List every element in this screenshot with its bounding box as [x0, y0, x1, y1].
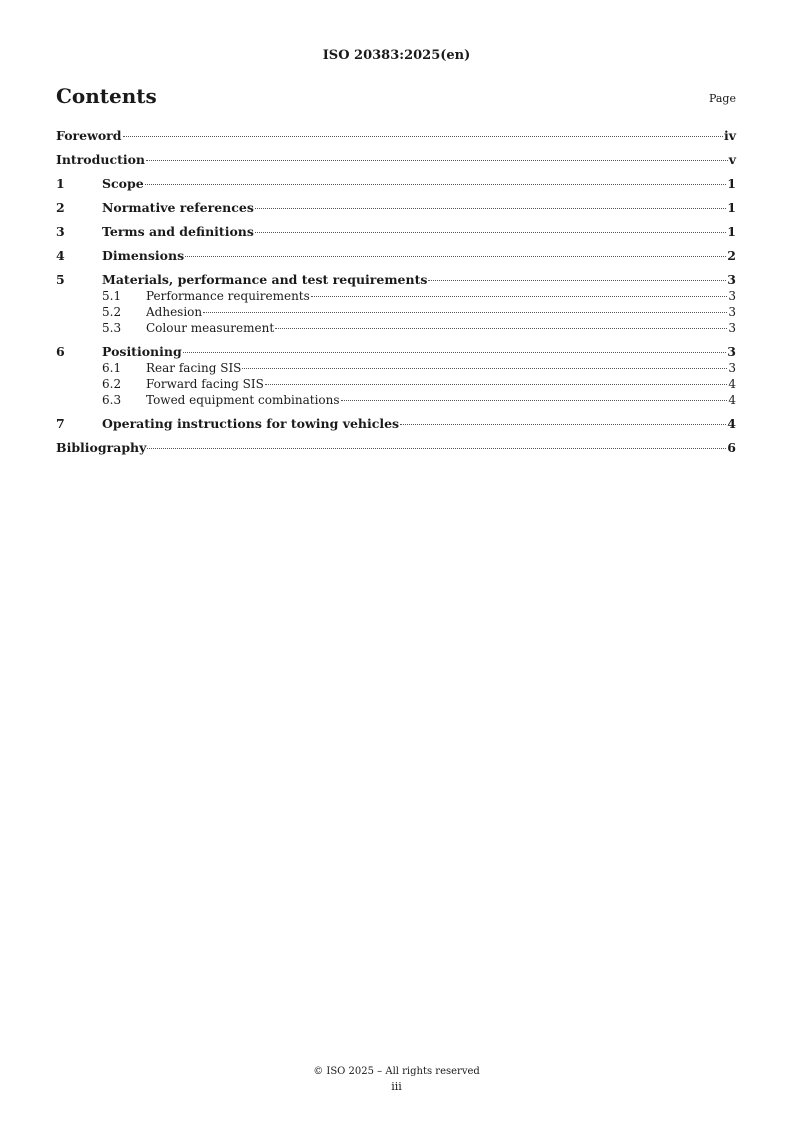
toc-entry-number: 6: [56, 344, 65, 359]
toc-entry[interactable]: [56, 392, 736, 408]
toc-entry-number: 5.1: [102, 289, 122, 303]
toc-entry-page: 4: [728, 393, 736, 407]
toc-entry-label: Introduction: [56, 152, 146, 167]
dot-leader: [185, 256, 726, 257]
toc-entry-page: 1: [727, 200, 736, 215]
toc-entry-label: Normative references: [102, 200, 254, 215]
toc-entry-page: 1: [727, 224, 736, 239]
toc-entry[interactable]: [56, 376, 736, 392]
toc-entry[interactable]: [56, 320, 736, 336]
toc-entry-number: 6.3: [102, 393, 122, 407]
document-id: ISO 20383:2025(en): [322, 48, 471, 63]
toc-entry-page: 3: [728, 305, 736, 319]
toc-entry[interactable]: [56, 152, 736, 168]
toc-entry[interactable]: [56, 440, 736, 456]
dot-leader: [183, 352, 727, 353]
toc-entry-label: Positioning: [102, 344, 182, 359]
toc-entry-page: 4: [727, 416, 736, 431]
toc-entry-label: Rear facing SIS: [146, 361, 242, 375]
dot-leader: [428, 280, 726, 281]
dot-leader: [400, 424, 726, 425]
toc-entry[interactable]: [56, 176, 736, 192]
toc-entry-number: 2: [56, 200, 65, 215]
dot-leader: [265, 384, 728, 385]
toc-entry-label: Colour measurement: [146, 321, 275, 335]
toc-entry-number: 1: [56, 176, 65, 191]
toc-entry-number: 6.1: [102, 361, 122, 375]
toc-entry-page: 3: [728, 321, 736, 335]
toc-entry[interactable]: [56, 128, 736, 144]
dot-leader: [203, 312, 727, 313]
toc-entry-label: Towed equipment combinations: [146, 393, 340, 407]
dot-leader: [123, 136, 723, 137]
toc-entry-number: 7: [56, 416, 65, 431]
dot-leader: [146, 160, 728, 161]
table-of-contents: [56, 128, 736, 456]
dot-leader: [255, 232, 726, 233]
dot-leader: [341, 400, 728, 401]
toc-entry-page: 3: [728, 289, 736, 303]
toc-entry-label: Terms and definitions: [102, 224, 254, 239]
toc-entry-number: 4: [56, 248, 65, 263]
toc-entry-page: 3: [727, 272, 736, 287]
toc-entry-number: 5.2: [102, 305, 122, 319]
dot-leader: [242, 368, 727, 369]
copyright-notice: © ISO 2025 – All rights reserved: [313, 1066, 480, 1077]
toc-entry-label: Materials, performance and test requirements: [102, 272, 428, 287]
toc-entry[interactable]: [56, 304, 736, 320]
toc-entry[interactable]: [56, 200, 736, 216]
toc-entry-label: Foreword: [56, 128, 122, 143]
toc-entry[interactable]: [56, 360, 736, 376]
toc-entry-label: Bibliography: [56, 440, 147, 455]
dot-leader: [147, 448, 726, 449]
toc-entry-page: 6: [727, 440, 736, 455]
toc-entry[interactable]: [56, 272, 736, 288]
toc-entry-label: Dimensions: [102, 248, 185, 263]
toc-entry-label: Adhesion: [146, 305, 203, 319]
toc-entry[interactable]: [56, 288, 736, 304]
toc-entry-page: 3: [728, 361, 736, 375]
page-column-label: Page: [708, 92, 736, 105]
toc-entry-label: Performance requirements: [146, 289, 310, 303]
toc-entry-page: v: [728, 152, 736, 167]
toc-entry-number: 5.3: [102, 321, 122, 335]
toc-entry-page: 1: [727, 176, 736, 191]
page-number: iii: [391, 1080, 402, 1093]
toc-entry-label: Operating instructions for towing vehicles: [102, 416, 400, 431]
toc-entry[interactable]: [56, 416, 736, 432]
page-title: Contents: [56, 84, 157, 108]
toc-entry-page: 4: [728, 377, 736, 391]
toc-entry-number: 6.2: [102, 377, 122, 391]
page-footer: [0, 1066, 793, 1093]
toc-entry-page: iv: [723, 128, 736, 143]
dot-leader: [311, 296, 728, 297]
toc-entry[interactable]: [56, 224, 736, 240]
toc-entry-number: 5: [56, 272, 65, 287]
toc-entry[interactable]: [56, 248, 736, 264]
toc-entry-label: Scope: [102, 176, 144, 191]
toc-entry-number: 3: [56, 224, 65, 239]
toc-entry-label: Forward facing SIS: [146, 377, 264, 391]
toc-entry-page: 2: [727, 248, 736, 263]
toc-entry-page: 3: [727, 344, 736, 359]
dot-leader: [255, 208, 726, 209]
dot-leader: [145, 184, 727, 185]
toc-entry[interactable]: [56, 344, 736, 360]
dot-leader: [275, 328, 727, 329]
